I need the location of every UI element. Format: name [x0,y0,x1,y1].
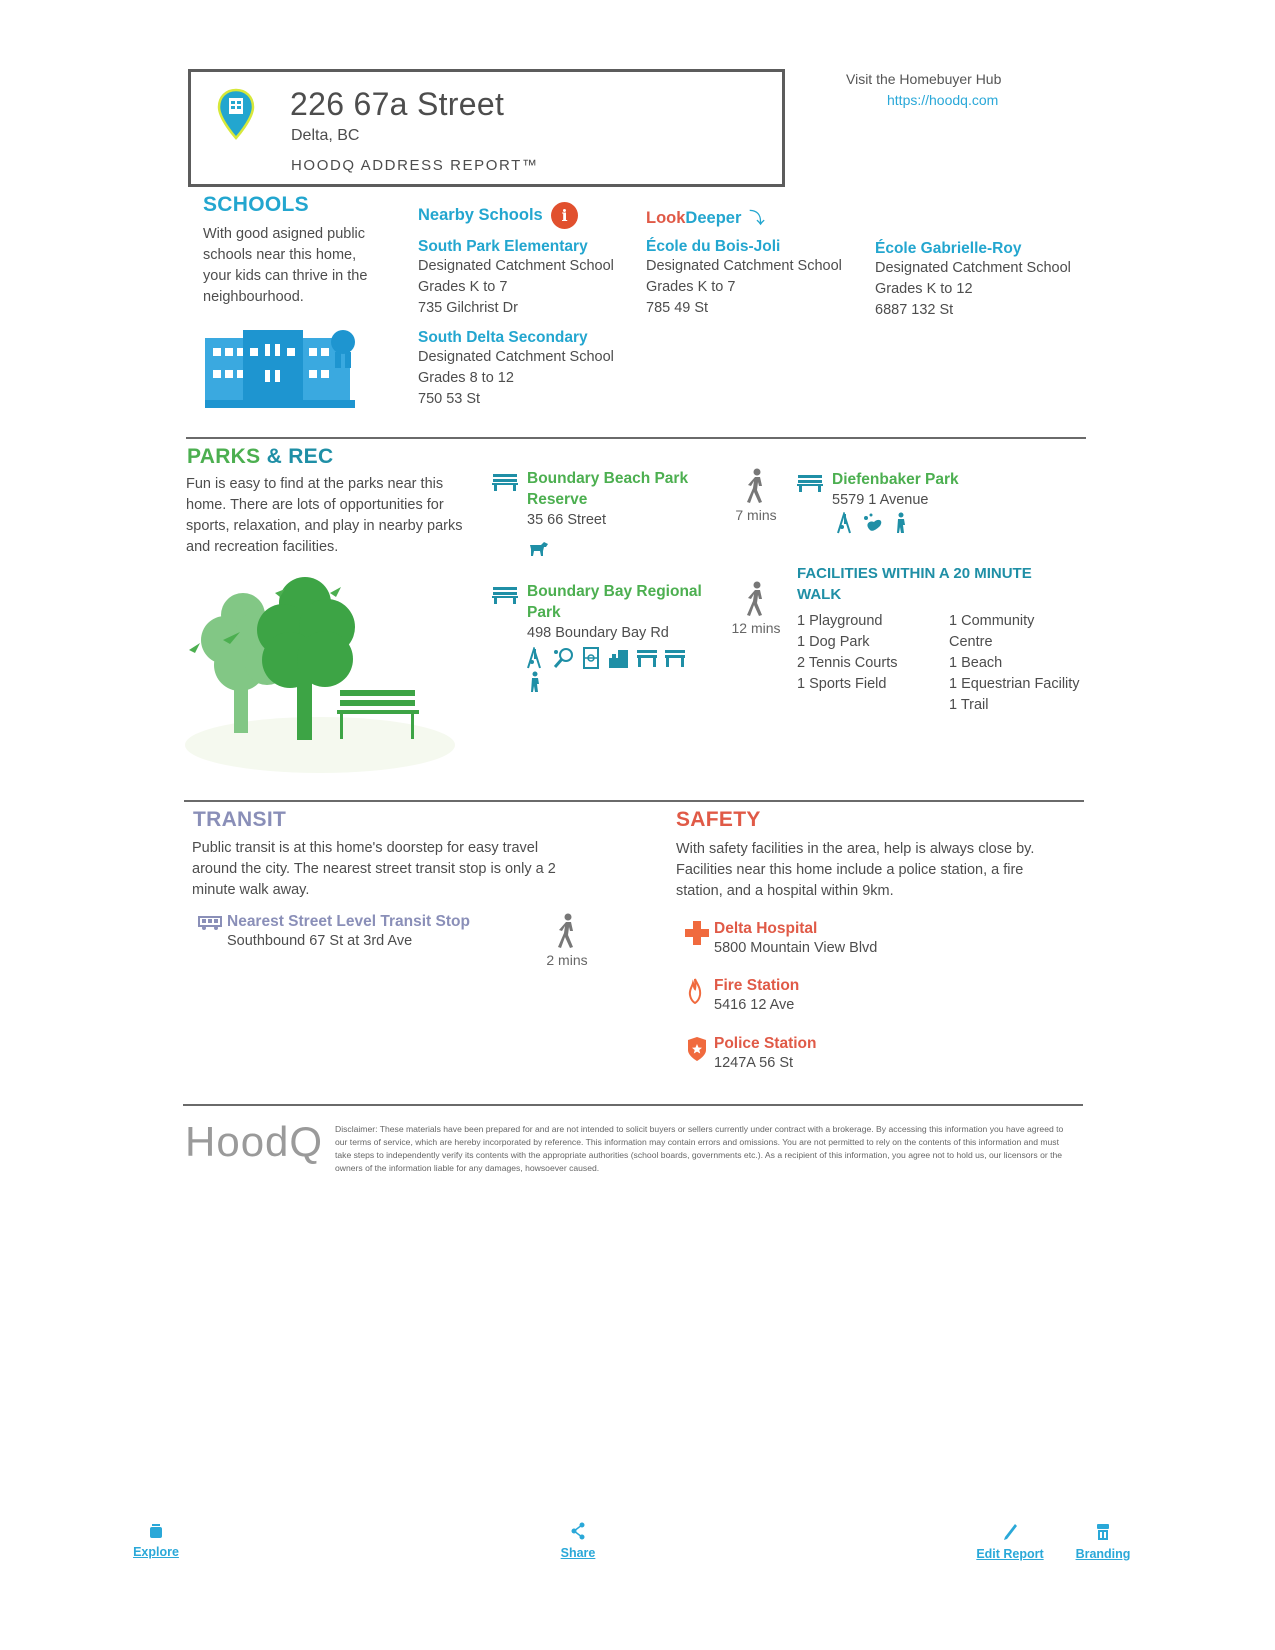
facility-item: 1 Beach [949,655,1003,671]
share-button[interactable] [553,1522,603,1560]
section-divider [183,1104,1083,1106]
school-address: 6887 132 St [875,302,954,318]
edit-report-button[interactable] [970,1523,1050,1561]
playground-icon [834,512,856,534]
park-trees-illustration [185,575,455,775]
school-grades: Grades K to 7 [646,279,736,295]
schools-description: With good asigned public schools near this home, your kids can thrive in the neighbourhood. [203,226,368,305]
homebuyer-hub-link[interactable]: https://hoodq.com [887,92,999,108]
safety-name[interactable]: Police Station [714,1035,817,1052]
branding-button[interactable] [1068,1523,1138,1561]
school-grades: Grades K to 12 [875,281,973,297]
school-name[interactable]: South Delta Secondary [418,329,588,346]
walk-time [726,468,786,523]
facility-item: 1 Playground [797,613,883,629]
school-card [418,329,638,410]
school-name[interactable]: South Park Elementary [418,238,588,255]
park-address: 498 Boundary Bay Rd [527,625,669,641]
park-bench-icon [492,586,518,604]
park-name-cont[interactable]: Reserve [527,491,588,508]
address-city: Delta, BC [291,127,360,144]
explore-label: Explore [133,1545,179,1559]
school-address: 785 49 St [646,300,709,316]
park-name[interactable]: Boundary Bay Regional [527,583,702,600]
park-name[interactable]: Diefenbaker Park [832,471,959,488]
school-card [418,238,638,319]
school-grades: Grades K to 7 [418,279,508,295]
safety-card [714,1035,817,1074]
safety-card [714,977,799,1016]
park-name-cont[interactable]: Park [527,604,561,621]
school-type: Designated Catchment School [646,258,842,274]
parks-title-part2: & REC [260,445,334,468]
safety-card [714,920,877,959]
school-building-icon [205,330,365,408]
facilities-title: FACILITIES WITHIN A 20 MINUTE WALK [797,565,1032,603]
park-address: 35 66 Street [527,512,606,528]
water-park-icon [862,512,884,534]
park-card [527,468,717,559]
sports-field-icon [580,647,602,669]
edit-report-label: Edit Report [976,1547,1044,1561]
facility-item: 2 Tennis Courts [797,655,898,671]
school-type: Designated Catchment School [418,349,614,365]
info-icon[interactable]: i [551,202,578,229]
dog-park-icon [527,537,549,559]
tennis-icon [552,647,574,669]
walk-time [726,581,786,636]
parks-description: Fun is easy to find at the parks near this home. There are lots of opportunities for sports, relaxation, and play in nearby parks and recreation facilities. [186,476,463,555]
school-card [646,238,866,319]
storefront-icon [1095,1523,1111,1541]
arrow-down-icon: ⤵ [749,210,765,227]
report-label: HOODQ ADDRESS REPORT™ [291,157,539,174]
police-badge-icon [687,1036,707,1062]
safety-name[interactable]: Fire Station [714,977,800,994]
park-card [527,581,737,693]
flame-icon [688,978,702,1004]
transit-stop-address: Southbound 67 St at 3rd Ave [227,933,413,949]
facility-item: 1 Sports Field [797,676,887,692]
parks-title-part1: PARKS [187,445,261,468]
safety-description: With safety facilities in the area, help is always close by. Facilities near this home include a police station, a fire station, and a hospital within 9km. [676,841,1035,899]
picnic-bench-icon [636,647,658,669]
location-pin-icon [216,88,256,140]
school-address: 735 Gilchrist Dr [418,300,518,316]
facility-item: 1 Dog Park [797,634,870,650]
school-address: 750 53 St [418,391,481,407]
school-type: Designated Catchment School [418,258,614,274]
section-divider [184,800,1084,802]
school-name[interactable]: École Gabrielle-Roy [875,240,1022,257]
walk-time-label: 2 mins [546,952,588,968]
park-address: 5579 1 Avenue [832,492,929,508]
school-type: Designated Catchment School [875,260,1071,276]
safety-address: 1247A 56 St [714,1055,794,1071]
section-divider [186,437,1086,439]
park-name[interactable]: Boundary Beach Park [527,470,689,487]
explore-button[interactable] [126,1523,186,1559]
facilities-column-2 [949,611,1080,716]
facility-item: 1 Equestrian Facility [949,676,1080,692]
disclaimer-text: Disclaimer: These materials have been prepared for and are not intended to solicit buyers or sellers currently under contract with a brokerage. By accessing this information you have agreed to our terms of service, which are hereby incorporated by reference. This information may contain errors and omissions. You are not permitted to rely on the contents of this information and must take steps to independently verify its contents with the appropriate authorities (school boards, governments etc.). As a recipient of this information, you agree not to hold us, our licensors or the owners of the information liable for any damages, howsoever caused. [335,1124,1064,1173]
facility-item: 1 Community [949,613,1035,629]
branding-label: Branding [1075,1547,1131,1561]
transit-description: Public transit is at this home's doorstep for easy travel around the city. The nearest street transit stop is only a 2 minute walk away. [192,840,556,898]
walk-time-label: 12 mins [731,620,781,636]
lookdeeper-deeper: Deeper [685,209,742,227]
transit-stop-title[interactable]: Nearest Street Level Transit Stop [227,913,470,930]
bus-icon [198,916,222,930]
hospital-cross-icon [684,920,710,946]
share-label: Share [560,1546,596,1560]
park-bench-icon [797,474,823,492]
picnic-bench-icon [664,647,686,669]
lookdeeper-look: Look [646,209,686,227]
playground-icon [524,647,546,669]
facility-item: 1 Trail [949,697,989,713]
trail-hiker-icon [890,512,912,534]
trail-hiker-icon [524,671,546,693]
walking-person-icon [556,913,578,949]
facilities-column-1 [797,611,897,695]
school-grades: Grades 8 to 12 [418,370,514,386]
safety-section-title: SAFETY [676,808,761,831]
address-title: 226 67a Street [290,86,505,122]
school-card [875,240,1095,321]
schools-section-title: SCHOOLS [203,193,309,216]
walk-time-label: 7 mins [735,507,777,523]
parks-section-title [187,445,333,469]
homebuyer-hub-text: Visit the Homebuyer Hub [846,71,1002,87]
lookdeeper-link[interactable] [646,207,764,228]
community-centre-icon [608,647,630,669]
safety-name[interactable]: Delta Hospital [714,920,818,937]
explore-icon [148,1523,164,1539]
safety-address: 5416 12 Ave [714,997,795,1013]
transit-section-title: TRANSIT [193,808,287,831]
walk-time [537,913,597,968]
share-icon [570,1522,586,1540]
walking-person-icon [745,581,767,617]
park-card [832,469,1052,534]
facility-item: Centre [949,634,993,650]
walking-person-icon [745,468,767,504]
school-name[interactable]: École du Bois-Joli [646,238,781,255]
pencil-icon [1002,1523,1018,1541]
safety-address: 5800 Mountain View Blvd [714,940,878,956]
park-bench-icon [492,473,518,491]
hoodq-logo: HoodQ [185,1118,324,1165]
nearby-schools-label: Nearby Schools [418,206,543,224]
